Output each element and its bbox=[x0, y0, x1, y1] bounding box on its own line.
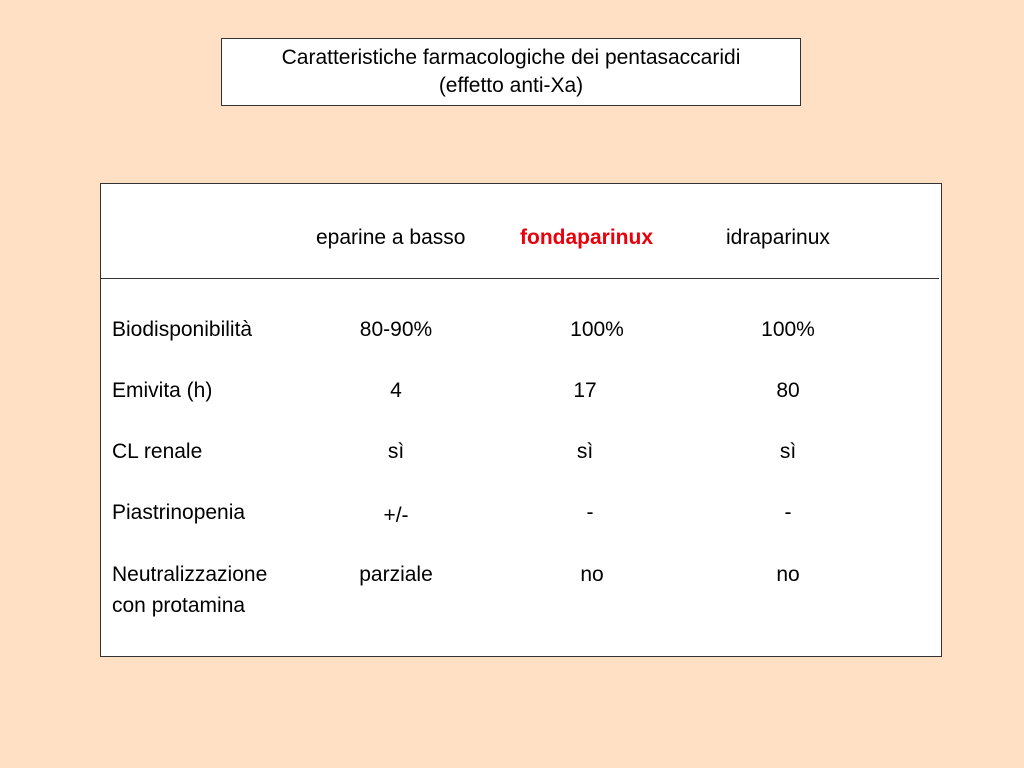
table-cell: parziale bbox=[359, 563, 433, 586]
table-cell: - bbox=[586, 501, 594, 524]
table-cell: 100% bbox=[570, 318, 624, 341]
row-label-neutralizzazione-line2: con protamina bbox=[112, 594, 246, 617]
header-eparine: eparine a basso bbox=[316, 226, 466, 249]
title-line-2: (effetto anti-Xa) bbox=[438, 74, 584, 97]
table-cell: sì bbox=[779, 440, 797, 463]
table-cell: sì bbox=[576, 440, 594, 463]
table-cell: no bbox=[776, 563, 800, 586]
row-label-cl-renale: CL renale bbox=[112, 440, 203, 463]
table-cell: sì bbox=[387, 440, 405, 463]
table-cell: 17 bbox=[573, 379, 597, 402]
table-cell: - bbox=[784, 501, 792, 524]
row-label-biodisponibilita: Biodisponibilità bbox=[112, 318, 253, 341]
header-fondaparinux: fondaparinux bbox=[520, 226, 654, 249]
table-cell: 100% bbox=[761, 318, 815, 341]
header-idraparinux: idraparinux bbox=[726, 226, 830, 249]
title-line-1: Caratteristiche farmacologiche dei pentasaccaridi bbox=[281, 46, 741, 69]
header-divider bbox=[101, 278, 939, 279]
table-cell: 80-90% bbox=[359, 318, 433, 341]
title-box bbox=[221, 38, 801, 106]
table-cell: 4 bbox=[390, 379, 402, 402]
table-cell: no bbox=[580, 563, 604, 586]
row-label-emivita: Emivita (h) bbox=[112, 379, 213, 402]
table-cell: +/- bbox=[383, 504, 409, 527]
row-label-neutralizzazione: Neutralizzazione bbox=[112, 563, 268, 586]
row-label-piastrinopenia: Piastrinopenia bbox=[112, 501, 246, 524]
comparison-table bbox=[100, 183, 942, 657]
table-cell: 80 bbox=[776, 379, 800, 402]
